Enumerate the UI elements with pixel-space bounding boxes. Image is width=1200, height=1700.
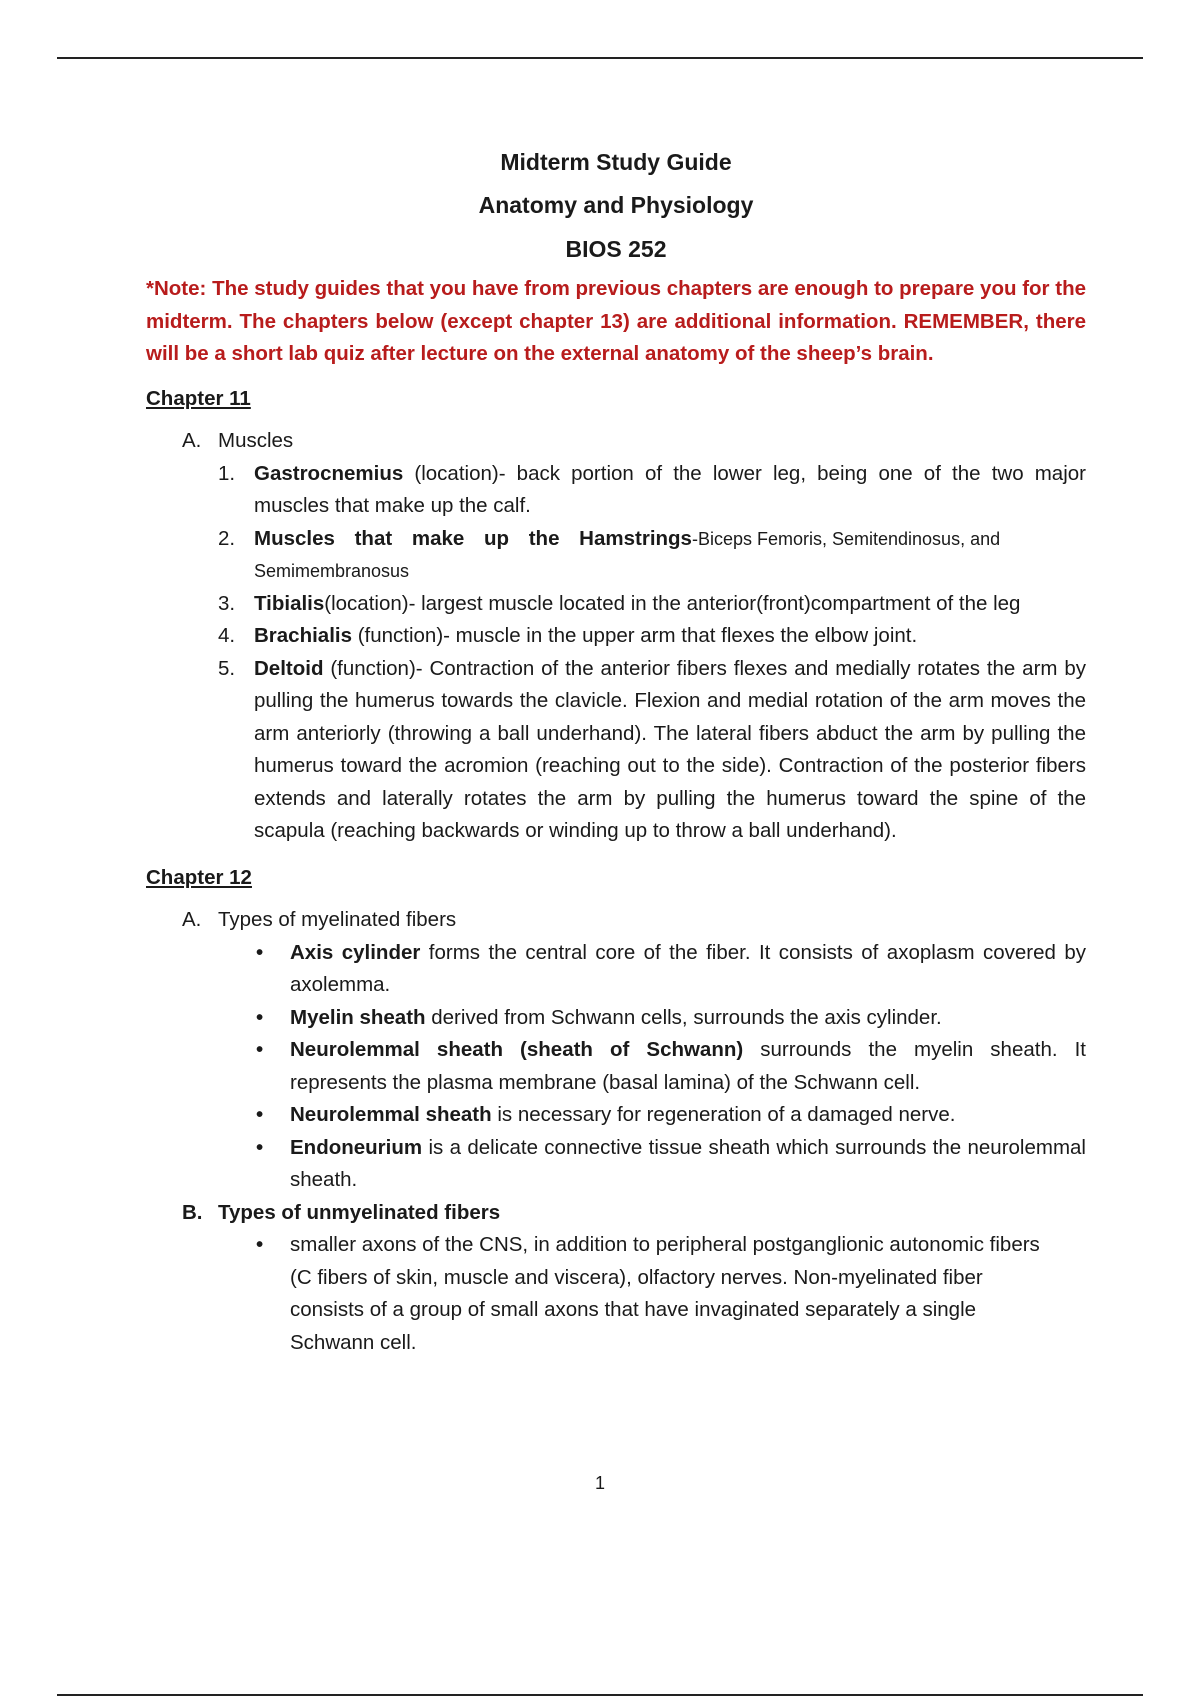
- item-text: forms the central core of the fiber. It consists of axoplasm covered by axolemma.: [290, 940, 1086, 996]
- item-text: -Biceps Femoris, Semitendinosus, and Semimembranosus: [254, 528, 1001, 581]
- item-number: 4.: [218, 624, 236, 647]
- item-term: Deltoid: [254, 656, 324, 680]
- item-text: (function)- Contraction of the anterior fibers flexes and medially rotates the arm by pulling the humerus towards the clavicle. Flexion and medial rotation of the arm moves the arm anteriorly (throwing a ball underhand). The lateral fibers abduct the arm by pulling the humerus toward the acromion (reaching out to the side). Contraction of the posterior fibers extends and laterally rotates the arm by pulling the humerus toward the spine of the scapula (reaching backwards or winding up to throw a ball underhand).: [254, 656, 1086, 842]
- section-marker: A.: [182, 908, 202, 931]
- item-text: (location)- largest muscle located in the anterior(front)compartment of the leg: [324, 591, 1021, 615]
- item-term: Neurolemmal sheath (sheath of Schwann): [290, 1038, 744, 1061]
- chapter-12-section-b: [146, 1197, 1086, 1230]
- title-block: [146, 145, 1086, 266]
- item-term: Endoneurium: [290, 1135, 423, 1159]
- list-item: [256, 1229, 1046, 1359]
- list-item: [218, 458, 1086, 523]
- item-text: is necessary for regeneration of a damaged nerve.: [491, 1103, 956, 1126]
- bullet-icon: •: [256, 1135, 264, 1159]
- list-item: [218, 523, 1086, 588]
- bullet-icon: •: [256, 1038, 264, 1061]
- header-rule: [57, 57, 1143, 59]
- chapter-12-section-a: [146, 904, 1086, 937]
- list-item: [218, 653, 1086, 848]
- chapter-12-heading: Chapter 12: [146, 865, 252, 889]
- item-number: 3.: [218, 591, 236, 615]
- course-code: BIOS 252: [565, 236, 667, 262]
- chapter-11-section-a: [146, 425, 1086, 458]
- section-label: Types of unmyelinated fibers: [218, 1200, 501, 1224]
- muscle-list: [146, 458, 1086, 848]
- bullet-icon: •: [256, 1233, 264, 1256]
- list-item: [218, 620, 1086, 653]
- page-number: 1: [594, 1473, 605, 1493]
- section-label: Types of myelinated fibers: [218, 908, 457, 931]
- item-term: Muscles that make up the Hamstrings: [254, 526, 692, 550]
- item-text: derived from Schwann cells, surrounds the axis cylinder.: [425, 1005, 942, 1029]
- bullet-icon: •: [256, 1005, 264, 1029]
- list-item: [256, 1132, 1086, 1197]
- section-label: Muscles: [218, 429, 294, 452]
- item-term: Gastrocnemius: [254, 461, 404, 485]
- list-item: [256, 1002, 1086, 1035]
- myelinated-fiber-list: [146, 937, 1086, 1197]
- list-item: [256, 1099, 1086, 1132]
- item-term: Axis cylinder: [290, 940, 421, 964]
- list-item: [256, 937, 1086, 1002]
- item-text: smaller axons of the CNS, in addition to peripheral postganglionic autonomic fibers (C fibers of skin, muscle and viscera), olfactory nerves. Non-myelinated fiber consists of a group of small axons that have invaginated separately a single Schwann cell.: [290, 1233, 1040, 1354]
- item-text: (function)- muscle in the upper arm that flexes the elbow joint.: [352, 624, 918, 647]
- document-title: Midterm Study Guide: [500, 149, 732, 175]
- item-term: Neurolemmal sheath: [290, 1103, 492, 1126]
- item-text: surrounds the myelin sheath. It represents the plasma membrane (basal lamina) of the Schwann cell.: [290, 1038, 1086, 1094]
- section-marker: B.: [182, 1200, 203, 1224]
- item-text: (location)- back portion of the lower leg, being one of the two major muscles that make up the calf.: [254, 461, 1086, 517]
- unmyelinated-fiber-list: [146, 1229, 1086, 1359]
- bullet-icon: •: [256, 940, 264, 964]
- item-term: Myelin sheath: [290, 1005, 426, 1029]
- list-item: [256, 1034, 1086, 1099]
- study-note: *Note: The study guides that you have from previous chapters are enough to prepare you for the midterm. The chapters below (except chapter 13) are additional information. REMEMBER, there will be a short lab quiz after lecture on the external anatomy of the sheep’s brain.: [146, 277, 1086, 365]
- item-text: is a delicate connective tissue sheath which surrounds the neurolemmal sheath.: [290, 1135, 1086, 1191]
- footer-rule: [57, 1694, 1143, 1696]
- document-body: [146, 145, 1086, 1359]
- item-term: Tibialis: [254, 591, 325, 615]
- list-item: [218, 588, 1086, 621]
- item-term: Brachialis: [254, 624, 352, 647]
- chapter-11-heading: Chapter 11: [146, 386, 251, 410]
- document-subtitle: Anatomy and Physiology: [478, 192, 754, 218]
- item-number: 1.: [218, 461, 236, 485]
- bullet-icon: •: [256, 1103, 264, 1126]
- item-number: 2.: [218, 526, 236, 550]
- section-marker: A.: [182, 429, 202, 452]
- item-number: 5.: [218, 656, 236, 680]
